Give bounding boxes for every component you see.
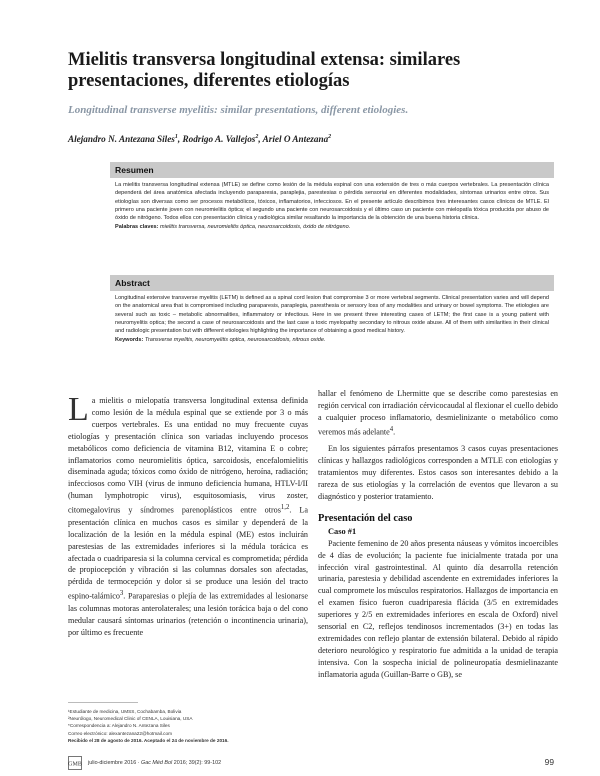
citation: 3: [119, 590, 124, 598]
footer-citation: julio-diciembre 2016 · Gac Méd Bol 2016; 39(2): 99-102: [88, 760, 222, 766]
journal-logo-icon: [68, 756, 82, 770]
author-affiliation-mark: 2: [328, 134, 332, 140]
abstract-box: [110, 275, 554, 347]
resumen-text: La mielitis transversa longitudinal extensa (MTLE) se define como lesión de la médula espinal con una extensión de tres o más cuerpos vertebrales. La presentación clínica dependerá del área anatómica afectada incluyendo paraparesia, paraplejia, parestesias o pérdida sensorial en diferentes modalidades, síntomas urinarios entre otros. Sus etiologías son diversas como ser procesos metabólicos, tóxicos, inflamatorios, infecciosos. En el presente artículo describimos tres interesantes casos clínicos de MTLE. El primero una paciente joven con neuromielitis óptica; el segundo una paciente con neurosarcoidosis y el último caso un paciente con mielopatía tóxica producida por abuso de óxido de nitrógeno. Todos ellos con presentación clínica y radiológica similar resaltando la importancia de la obtención de una buena historia clínica.: [115, 182, 549, 222]
footer-volume: 2016; 39(2): 99-102: [173, 760, 222, 766]
intro-paragraph: [68, 391, 309, 639]
svg-text:GMB: GMB: [68, 761, 82, 768]
page-footer: [68, 756, 558, 770]
resumen-body: [110, 178, 554, 234]
intro-text: a mielitis o mielopatía transversa longitudinal extensa definida como lesión de la médula espinal que se extiende por 3 o más cuerpos vertebrales. Es una entidad no muy frecuente cuyas etiologías y presentación clínica son variadas incluyendo procesos metabólicos como deficiencia de vitamina B12, vitamina E o cobre; inflamatorios como neuromielitis óptica, sarcoidosis, encefalomielitis diseminada aguda; tóxicos como óxido de nitrógeno, heroína, radiación; infecciosos como VIH (virus de inmuno deficiencia humana, HTLV-I/II (human lymphotropic virus), esquitosomiasis, virus zoster, citomegalovirus y síndromes parenoplásticos entre otros: [68, 396, 308, 515]
citation: 4: [389, 425, 394, 433]
page-number: 99: [544, 757, 554, 767]
citation: 1,2: [280, 504, 290, 512]
author-name: Rodrigo A. Vallejos: [182, 134, 256, 145]
footnotes: [68, 708, 308, 744]
abstract-keywords: [115, 336, 549, 344]
footer-date: julio-diciembre 2016: [88, 760, 137, 766]
case-title: Caso #1: [328, 526, 357, 536]
footnote-affiliation: ¹Estudiante de medicina, UMSS, Cochabamba, Bolivia: [68, 709, 182, 714]
paragraph-text: hallar el fenómeno de Lhermitte que se describe como parestesias en región cervical con irradiación cérvicocaudal al flexionar el cuello debido a cualquier proceso inflamatorio, desmielinizante o metabólico como veremos más adelante: [318, 389, 558, 437]
footer-journal: Gac Méd Bol: [141, 760, 173, 766]
resumen-heading: Resumen: [110, 162, 554, 178]
footnote-rule: [68, 702, 138, 703]
article-title: Mielitis transversa longitudinal extensa: similares presentaciones, diferentes etiologías: [68, 50, 461, 91]
abstract-body: [110, 291, 554, 347]
author-affiliation-mark: 2: [255, 134, 259, 140]
intro-text: . Paraparesias o plejía de las extremidades al lesionarse las columnas motoras anterolaterales; una lesión torácica baja o del cono medular causará síntomas urinarios (retención o incontinencia urinaria), por último es frecuente: [68, 591, 308, 637]
abstract-text: Longitudinal extensive transverse myelitis (LETM) is defined as a spinal cord lesion that compromise 3 or more vertebral segments. Clinical presentation varies and will depend on the anatomical area that is compromised including paraparesis, paraplegia, paresthesia or sensory loss of any modalities and urinary or bowel symptoms. The etiologies are several such as toxic – metabolic abnormalities, inflammatory or infectious. Here in we present three interesting cases of LETM; the first case is a young patient with neuromyelitis optica; the second a case of neurosarcoidosis and the last case a toxic myelopathy secondary to nitrous oxide abuse. All of them with similarities in their clinical and radiologic presentation but with different etiologies highlighting the importance of obtaining a good medical history.: [115, 295, 549, 335]
footnote-received: Recibido el 28 de agosto de 2016. Aceptado el 24 de noviembre de 2016.: [68, 737, 229, 743]
intro-text: . La presentación clínica en muchos casos es similar y dependerá de la localización de la lesión en la médula espinal (ME) estos incluirán parestesias de las extremidades inferiores si la médula torácica es afectada o cuadriparesia si la columna cervical es comprometida; pérdida de propiocepción y vibración si las columnas dorsales son afectadas, pérdida de termocepción y dolor si se produce una lesión del tracto espino-talámico: [68, 505, 309, 601]
keywords-text: Transverse myelitis, neuromyelitis optica, neurosarcoidosis, nitrous oxide.: [144, 337, 326, 344]
paragraph-text: .: [393, 427, 396, 437]
paragraph: Paciente femenino de 20 años presenta náuseas y vómitos incoercibles de 4 días de evolución; la paciente fue inicialmente tratada por una infección viral gastrointestinal. Al quinto día desarrolla retención urinaria, parestesia y debilidad ascendente en extremidades inferiores la cual compromete los músculos respiratorios. Hallazgos de importancia en el examen físico fueron cuadriparesia flácida (3/5 en extremidades superiores y 2/5 en extremidades inferiores en escala de Oxford) nivel sensorial en C2, reflejos tendinosos incrementados (3+) en todas las extremidades con reflejo plantar de extensión bilateral. Debido al rápido deterioro neurológico y respiratorio fue admitida a la unidad de terapia intensiva. Con la sospecha inicial de polineuropatía desmielinazante inflamatoria aguda (Guillan-Barre o GB), se: [318, 538, 558, 679]
keywords-label: Palabras claves:: [115, 224, 159, 231]
paragraph: [318, 388, 558, 438]
right-column: [318, 388, 558, 681]
footnote-affiliation: ²Neurólogo, Neuromedical Clinic of CENLA, Louisiana, USA: [68, 716, 193, 722]
left-column: [68, 391, 309, 639]
section-title: Presentación del caso: [318, 512, 413, 524]
author-name: Ariel O Antezana: [262, 134, 329, 145]
footnote-email: Correo electrónico: alexantezana22@hotmail.com: [68, 730, 173, 736]
resumen-box: [110, 162, 554, 234]
author-affiliation-mark: 1: [174, 134, 178, 140]
author-name: Alejandro N. Antezana Siles: [68, 134, 175, 145]
abstract-heading: Abstract: [110, 275, 554, 291]
author-list: Alejandro N. Antezana Siles$^1$, Rodrigo A. Vallejos$^2$, Ariel O Antezana$^2$: [68, 134, 332, 145]
keywords-label: Keywords:: [115, 337, 144, 344]
article-subtitle: Longitudinal transverse myelitis: similar presentations, different etiologies.: [68, 104, 409, 116]
paragraph: En los siguientes párrafos presentamos 3 casos cuyas presentaciones clínicas y hallazgos radiológicos corresponden a MTLE con etiologías y tratamientos muy diferentes. Estos casos son interesantes debido a la rareza de sus etiologías y la correlación de eventos que llevaron a su diagnóstico y posterior tratamiento.: [318, 444, 558, 501]
keywords-text: mielitis transversa, neuromielitis óptica, neurosarcoidosis, óxido de nitrógeno.: [160, 224, 351, 231]
resumen-keywords: [115, 223, 549, 231]
footnote-correspondence: *Correspondencia a: Alejandro N. Antezana Siles: [68, 723, 170, 729]
drop-cap: L: [68, 391, 89, 428]
